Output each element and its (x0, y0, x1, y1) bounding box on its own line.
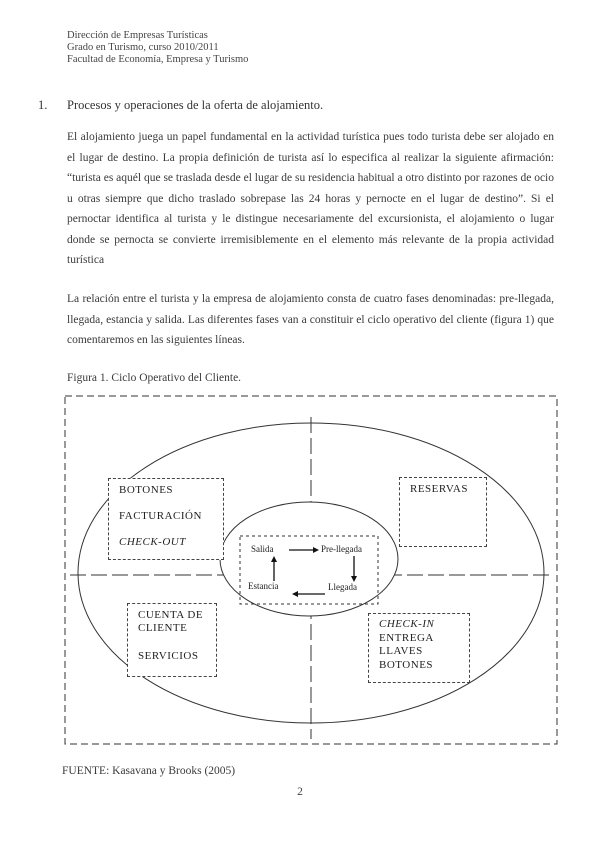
paragraph-2: La relación entre el turista y la empresa de alojamiento consta de cuatro fases denominadas: pre-llegada, llegada, estancia y salida. Las diferentes fases van a constituir el ciclo operativo del cliente (figura 1) que comentaremos en las siguientes líneas. (67, 293, 554, 346)
box-bottom-left (127, 603, 217, 677)
box-bottom-right-line-1: CHECK-IN (379, 618, 435, 630)
box-top-left (108, 478, 224, 560)
box-bottom-left-line-3: SERVICIOS (138, 650, 199, 662)
box-bottom-left-line-2: CLIENTE (138, 622, 188, 634)
inner-ellipse (220, 502, 398, 616)
figure-diagram (64, 395, 558, 745)
client-cycle-figure (64, 395, 558, 745)
box-top-left-line-3: CHECK-OUT (119, 536, 186, 548)
box-top-right (399, 477, 487, 547)
cycle-estancia: Estancia (248, 581, 279, 591)
figure-source: FUENTE: Kasavana y Brooks (2005) (62, 765, 236, 777)
cycle-salida: Salida (251, 544, 274, 554)
box-top-left-line-2: FACTURACIÓN (119, 510, 202, 522)
paragraph-1: El alojamiento juega un papel fundamental en la actividad turística pues todo turista debe ser alojado en el lugar de destino. La propia definición de turista así lo especifica al realizar la siguiente afirmación: “turista es aquél que se traslada desde el lugar de su residencia habitual a otro distinto por razones de ocio u otras siempre que dicho traslado sobrepase las 24 horas y pernocte en el lugar de destino”. Si el pernoctar identifica al turista y le distingue necesariamente del excursionista, el alojamiento o lugar donde se pernocta se convierte irremisiblemente en el elemento más relevante de la propia actividad turística (67, 131, 554, 266)
section-title: Procesos y operaciones de la oferta de alojamiento. (67, 98, 324, 112)
header-line-1: Dirección de Empresas Turísticas (67, 30, 208, 41)
box-bottom-right-line-4: BOTONES (379, 659, 434, 671)
cycle-prellegada: Pre-llegada (321, 544, 362, 554)
box-bottom-right-line-3: LLAVES (379, 645, 423, 657)
section-heading (38, 98, 323, 113)
box-top-left-line-1: BOTONES (119, 484, 174, 496)
figure-caption: Figura 1. Ciclo Operativo del Cliente. (67, 372, 242, 384)
cycle-llegada: Llegada (328, 582, 357, 592)
box-bottom-left-line-1: CUENTA DE (138, 609, 204, 621)
box-bottom-right (368, 613, 470, 683)
header-line-2: Grado en Turismo, curso 2010/2011 (67, 42, 219, 53)
box-top-right-line-1: RESERVAS (410, 483, 468, 495)
header-line-3: Facultad de Economía, Empresa y Turismo (67, 54, 249, 65)
page-number: 2 (297, 786, 303, 798)
section-number: 1. (38, 98, 48, 112)
box-bottom-right-line-2: ENTREGA (379, 632, 434, 644)
running-header (67, 30, 248, 66)
